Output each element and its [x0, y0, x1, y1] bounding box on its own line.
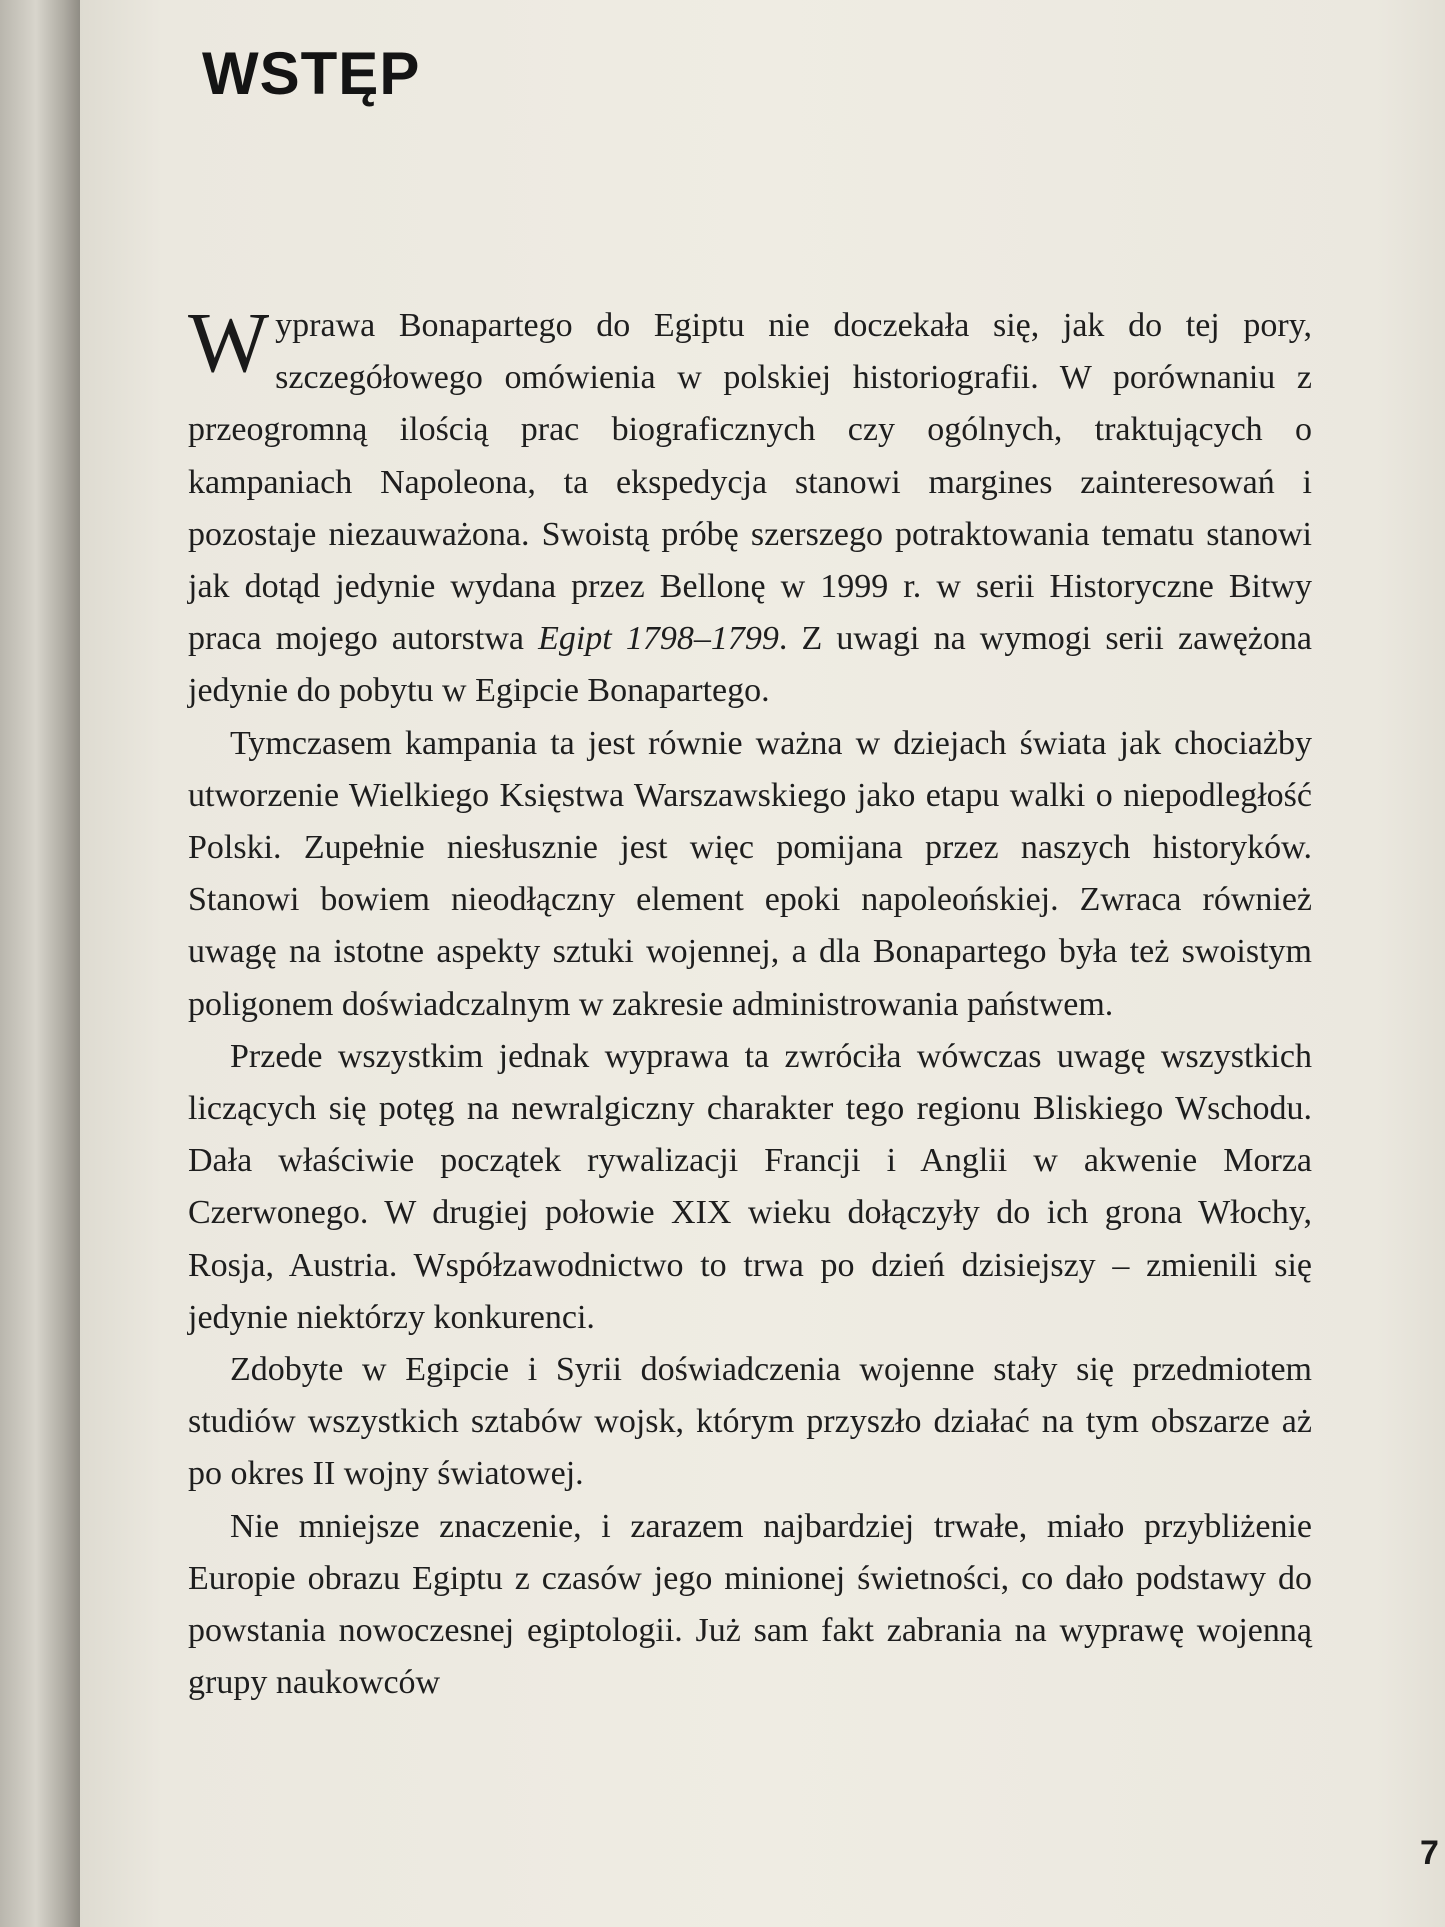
paragraph-4: Zdobyte w Egipcie i Syrii doświadczenia wojenne stały się przedmiotem studiów wszystkich sztabów wojsk, którym przyszło działać na tym obszarze aż po okres II wojny światowej.: [188, 1351, 1312, 1493]
book-page: [80, 0, 1445, 1927]
body-text: [188, 294, 1312, 1709]
paragraph-2: Tymczasem kampania ta jest równie ważna w dziejach świata jak chociażby utworzenie Wielkiego Księstwa Warszawskiego jako etapu walki o niepodległość Polski. Zupełnie niesłusznie jest więc pomijana przez naszych historyków. Stanowi bowiem nieodłączny element epoki napoleońskiej. Zwraca również uwagę na istotne aspekty sztuki wojennej, a dla Bonapartego była też swoistym poligonem doświadczalnym w zakresie administrowania państwem.: [188, 724, 1312, 1023]
adjacent-page-edge: [0, 0, 80, 1927]
paragraph-3: Przede wszystkim jednak wyprawa ta zwróciła wówczas uwagę wszystkich liczących się potęg na newralgiczny charakter tego regionu Bliskiego Wschodu. Dała właściwie początek rywalizacji Francji i Anglii w akwenie Morza Czerwonego. W drugiej połowie XIX wieku dołączyły do ich grona Włochy, Rosja, Austria. Współzawodnictwo to trwa po dzień dzisiejszy – zmienili się jedynie niektórzy konkurenci.: [188, 1037, 1312, 1336]
page-number: 7: [1420, 1834, 1439, 1872]
paragraph-5: Nie mniejsze znaczenie, i zarazem najbardziej trwałe, miało przybliżenie Europie obrazu Egiptu z czasów jego minionej świetności, co dało podstawy do powstania nowoczesnej egiptologii. Już sam fakt zabrania na wyprawę wojenną grupy naukowców: [188, 1507, 1312, 1702]
book-title-italic: Egipt 1798–1799: [538, 620, 779, 658]
paragraph-1-text: yprawa Bonapartego do Egiptu nie doczekała się, jak do tej pory, szczegółowego omówienia w polskiej historiografii. W porównaniu z przeogromną ilością prac biograficznych czy ogólnych, traktujących o kampaniach Napoleona, ta ekspedycja stanowi margines zainteresowań i pozostaje niezauważona. Swoistą próbę szerszego potraktowania tematu stanowi jak dotąd jedynie wydana przez Bellonę w 1999 r. w serii Historyczne Bitwy praca mojego autorstwa: [188, 307, 1312, 658]
paragraph-1-ending: . Z uwagi na wymogi serii zawężona jedynie do pobytu w Egipcie Bonapartego.: [188, 620, 1312, 710]
chapter-heading: WSTĘP: [202, 40, 421, 107]
paragraph-1: [188, 294, 1312, 718]
drop-cap: W: [188, 294, 270, 390]
